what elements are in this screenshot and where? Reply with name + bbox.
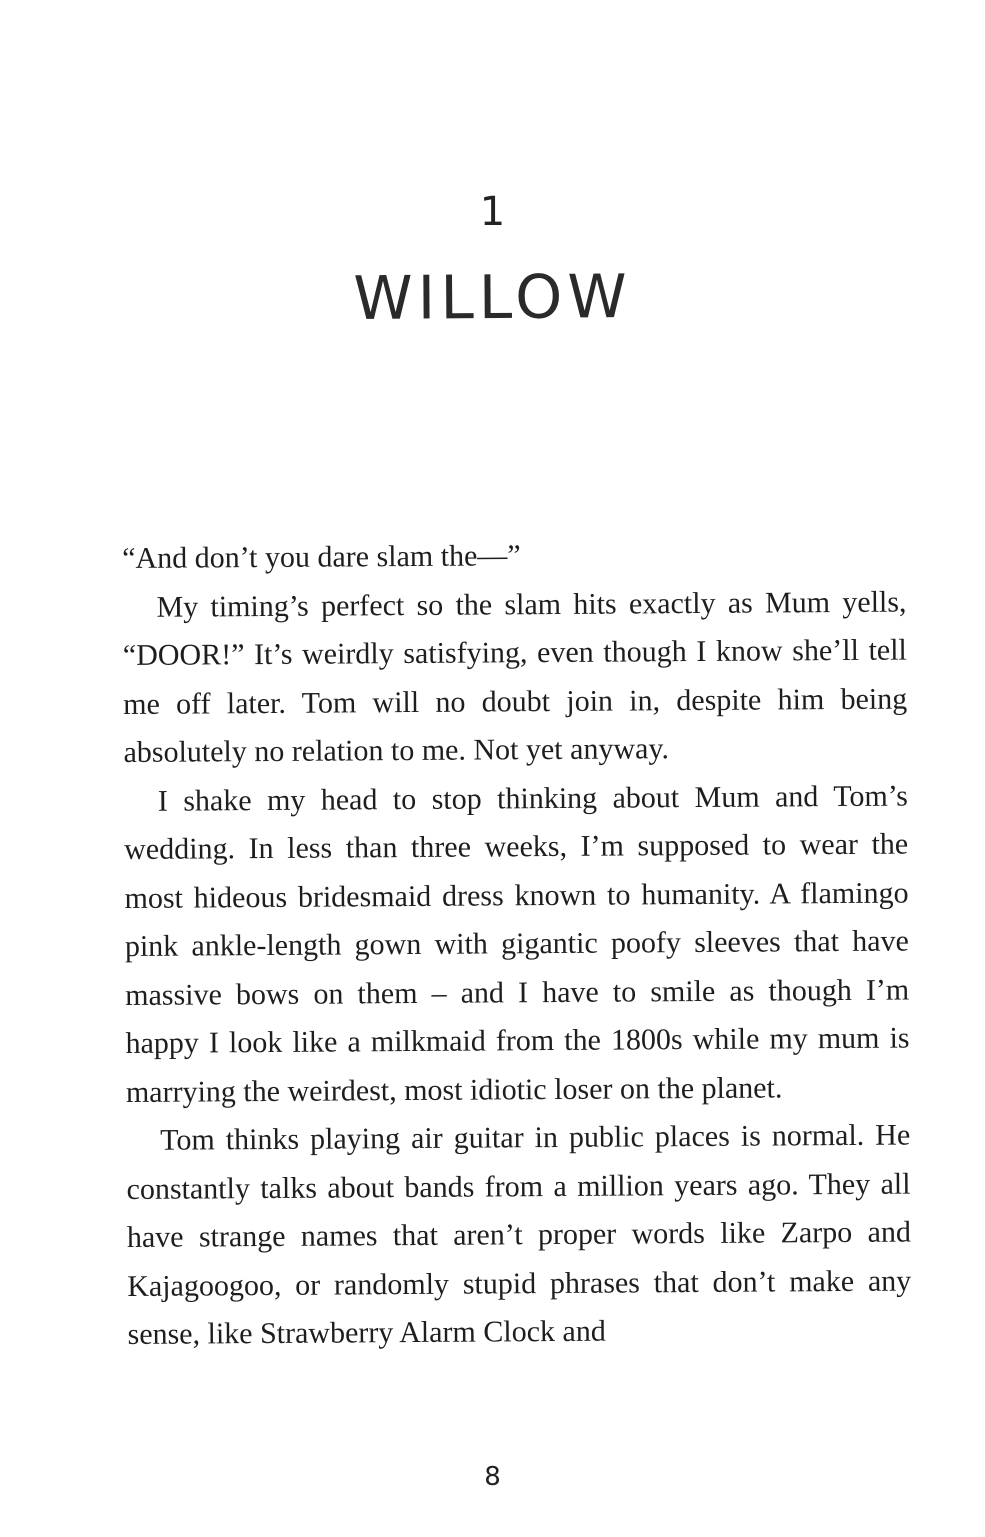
chapter-body: [122, 530, 912, 1360]
chapter-number: 1: [479, 189, 506, 235]
paragraph-3: I shake my head to stop thinking about Mum and Tom’s wedding. In less than three weeks, I’m supposed to wear the most hideous bridesmaid dress known to humanity. A flamingo pink ankle-length gown with gigantic poofy sleeves that have massive bows on them – and I have to smile as though I’m happy I look like a milkmaid from the 1800s while my mum is marrying the weirdest, most idiotic loser on the planet.: [124, 779, 910, 1109]
paragraph-1: “And don’t you dare slam the—”: [122, 539, 521, 575]
paragraph-4: Tom thinks playing air guitar in public places is normal. He constantly talks about bands from a million years ago. They all have strange names that aren’t proper words like Zarpo and Kajagoogoo, or randomly stupid phrases that don’t make any sense, like Strawberry Alarm Clock and: [126, 1118, 912, 1351]
chapter-title: WILLOW: [353, 262, 632, 334]
page-number: 8: [484, 1462, 501, 1492]
paragraph-2: My timing’s perfect so the slam hits exactly as Mum yells, “DOOR!” It’s weirdly satisfying, even though I know she’ll tell me off later. Tom will no doubt join in, despite him being absolutely no relation to me. Not yet anyway.: [122, 585, 908, 769]
